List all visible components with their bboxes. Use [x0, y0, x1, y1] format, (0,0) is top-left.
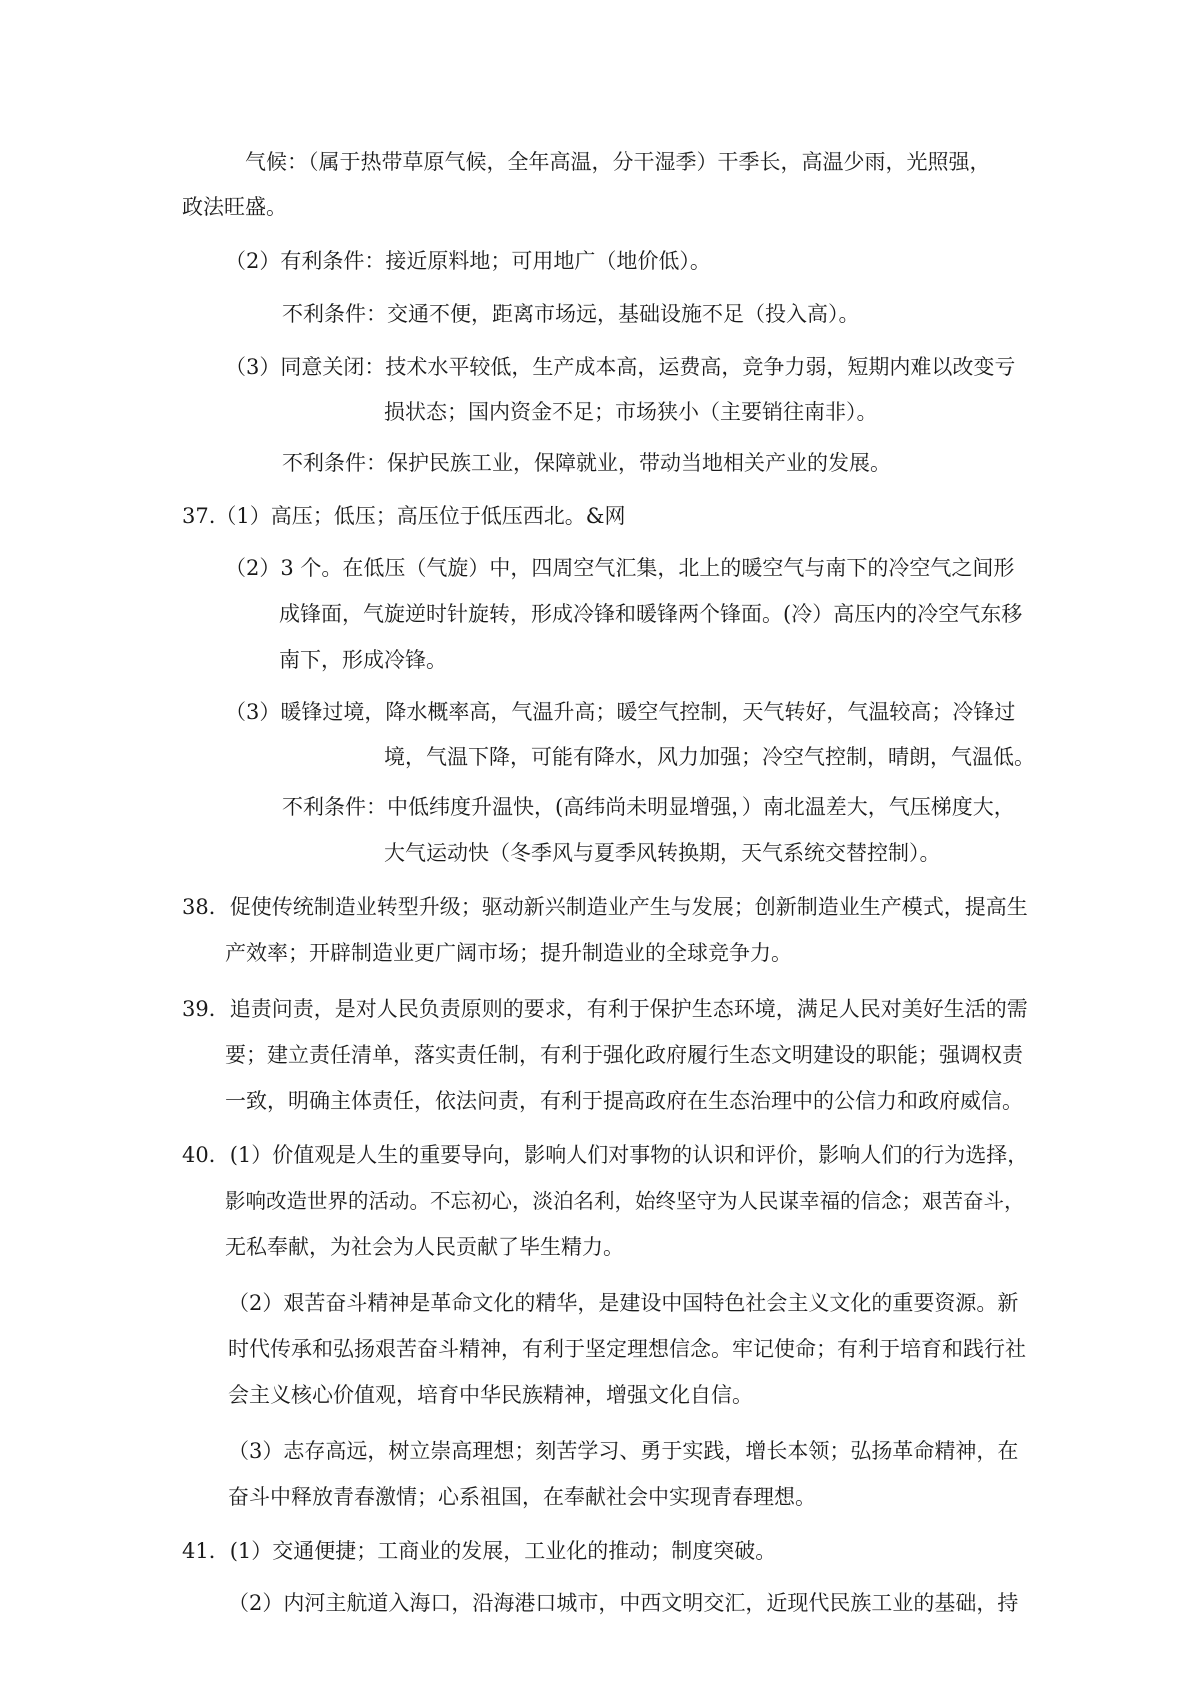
text-line: 不利条件：中低纬度升温快，(高纬尚未明显增强，）南北温差大，气压梯度大，: [282, 795, 1015, 819]
text-line: 成锋面，气旋逆时针旋转，形成冷锋和暖锋两个锋面。(冷）高压内的冷空气东移: [279, 602, 1023, 626]
text-line: （3）同意关闭：技术水平较低，生产成本高，运费高，竞争力弱，短期内难以改变亏: [225, 355, 1016, 379]
text-line: 时代传承和弘扬艰苦奋斗精神，有利于坚定理想信念。牢记使命；有利于培育和践行社: [228, 1337, 1026, 1361]
text-line: 37.（1）高压；低压；高压位于低压西北。&网: [182, 504, 626, 528]
text-line: （3）暖锋过境，降水概率高，气温升高；暖空气控制，天气转好，气温较高；冷锋过: [225, 700, 1016, 724]
text-line: 一致，明确主体责任，依法问责，有利于提高政府在生态治理中的公信力和政府威信。: [225, 1089, 1023, 1113]
text-line: 39．追责问责，是对人民负责原则的要求，有利于保护生态环境，满足人民对美好生活的需: [182, 997, 1028, 1021]
text-line: （3）志存高远，树立崇高理想；刻苦学习、勇于实践，增长本领；弘扬革命精神，在: [228, 1439, 1019, 1463]
text-line: （2）内河主航道入海口，沿海港口城市，中西文明交汇，近现代民族工业的基础，持: [228, 1591, 1019, 1615]
text-line: 38．促使传统制造业转型升级；驱动新兴制造业产生与发展；创新制造业生产模式，提高生: [182, 895, 1028, 919]
text-line: 不利条件：保护民族工业，保障就业，带动当地相关产业的发展。: [282, 451, 891, 475]
text-line: 无私奉献，为社会为人民贡献了毕生精力。: [225, 1235, 624, 1259]
text-line: 影响改造世界的活动。不忘初心，淡泊名利，始终坚守为人民谋幸福的信念；艰苦奋斗，: [225, 1189, 1025, 1213]
text-line: 政法旺盛。: [182, 195, 287, 219]
text-line: 产效率；开辟制造业更广阔市场；提升制造业的全球竞争力。: [225, 941, 792, 965]
text-line: 境，气温下降，可能有降水，风力加强；冷空气控制，晴朗，气温低。: [384, 745, 1035, 769]
text-line: 40．(1）价值观是人生的重要导向，影响人们对事物的认识和评价，影响人们的行为选择，: [182, 1143, 1029, 1167]
text-line: （2）3 个。在低压（气旋）中，四周空气汇集，北上的暖空气与南下的冷空气之间形: [225, 556, 1015, 580]
text-line: 不利条件：交通不便，距离市场远，基础设施不足（投入高）。: [282, 302, 860, 326]
text-line: （2）有利条件：接近原料地；可用地广（地价低）。: [225, 249, 711, 273]
text-line: 奋斗中释放青春激情；心系祖国，在奉献社会中实现青春理想。: [228, 1485, 816, 1509]
text-line: 要；建立责任清单，落实责任制，有利于强化政府履行生态文明建设的职能；强调权责: [225, 1043, 1023, 1067]
text-line: （2）艰苦奋斗精神是革命文化的精华，是建设中国特色社会主义文化的重要资源。新: [228, 1291, 1019, 1315]
text-line: 大气运动快（冬季风与夏季风转换期，天气系统交替控制）。: [384, 841, 941, 865]
text-line: 气候：（属于热带草原气候，全年高温，分干湿季）干季长，高温少雨，光照强，: [245, 150, 991, 174]
text-line: 41．(1）交通便捷；工商业的发展，工业化的推动；制度突破。: [182, 1539, 777, 1563]
text-line: 南下，形成冷锋。: [279, 648, 447, 672]
text-line: 损状态；国内资金不足；市场狭小（主要销往南非）。: [384, 400, 878, 424]
text-line: 会主义核心价值观，培育中华民族精神，增强文化自信。: [228, 1383, 753, 1407]
